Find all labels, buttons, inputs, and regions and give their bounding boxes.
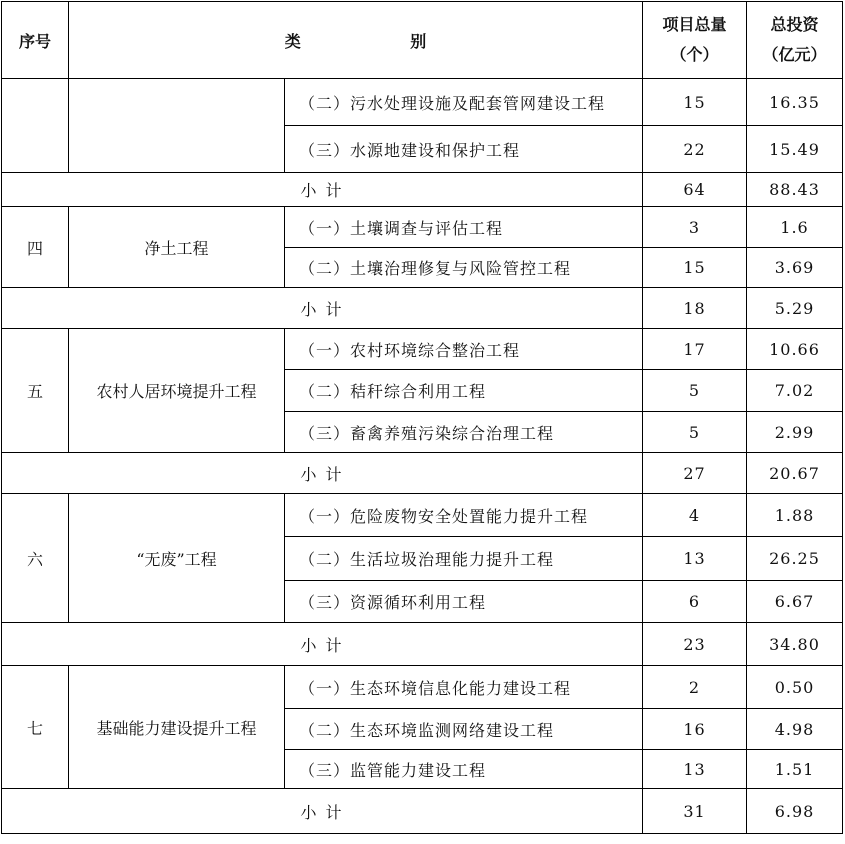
item-investment: 0.50: [747, 666, 843, 709]
group-name: 基础能力建设提升工程: [69, 666, 285, 789]
item-count: 13: [643, 750, 747, 789]
item-label: （一）农村环境综合整治工程: [285, 329, 643, 370]
header-category: [69, 2, 643, 79]
item-investment: 7.02: [747, 370, 843, 412]
subtotal-row: [2, 288, 843, 329]
group-seq: 五: [2, 329, 69, 453]
table-row: [2, 329, 843, 370]
group-name: 净土工程: [69, 207, 285, 288]
item-count: 15: [643, 79, 747, 126]
subtotal-investment: 20.67: [747, 453, 843, 494]
item-investment: 26.25: [747, 537, 843, 581]
subtotal-row: [2, 453, 843, 494]
group-name: 农村人居环境提升工程: [69, 329, 285, 453]
subtotal-label: 小 计: [2, 453, 643, 494]
table-row: [2, 207, 843, 248]
header-investment-line1: 总投资: [770, 15, 819, 34]
subtotal-label: 小 计: [2, 623, 643, 666]
item-count: 5: [643, 412, 747, 453]
group-seq: 四: [2, 207, 69, 288]
subtotal-label: 小 计: [2, 789, 643, 834]
project-investment-table: [1, 1, 843, 834]
subtotal-count: 18: [643, 288, 747, 329]
table-row: [2, 79, 843, 126]
item-investment: 1.88: [747, 494, 843, 537]
table-row: [2, 666, 843, 709]
header-seq: 序号: [2, 2, 69, 79]
header-category-label: 类 别: [284, 31, 479, 51]
subtotal-row: [2, 623, 843, 666]
item-investment: 4.98: [747, 709, 843, 750]
item-count: 22: [643, 126, 747, 173]
item-count: 13: [643, 537, 747, 581]
group-seq: 七: [2, 666, 69, 789]
subtotal-label: 小 计: [2, 173, 643, 207]
item-count: 16: [643, 709, 747, 750]
item-label: （三）畜禽养殖污染综合治理工程: [285, 412, 643, 453]
group-seq: [2, 79, 69, 173]
item-count: 3: [643, 207, 747, 248]
item-count: 15: [643, 248, 747, 288]
subtotal-count: 27: [643, 453, 747, 494]
item-investment: 2.99: [747, 412, 843, 453]
item-label: （二）土壤治理修复与风险管控工程: [285, 248, 643, 288]
item-label: （二）生活垃圾治理能力提升工程: [285, 537, 643, 581]
item-label: （一）危险废物安全处置能力提升工程: [285, 494, 643, 537]
subtotal-count: 23: [643, 623, 747, 666]
item-count: 2: [643, 666, 747, 709]
item-label: （一）生态环境信息化能力建设工程: [285, 666, 643, 709]
item-investment: 6.67: [747, 581, 843, 623]
subtotal-row: [2, 789, 843, 834]
subtotal-count: 31: [643, 789, 747, 834]
item-investment: 16.35: [747, 79, 843, 126]
subtotal-row: [2, 173, 843, 207]
group-name: “无废”工程: [69, 494, 285, 623]
item-investment: 1.6: [747, 207, 843, 248]
item-investment: 1.51: [747, 750, 843, 789]
item-label: （二）秸秆综合利用工程: [285, 370, 643, 412]
item-label: （三）资源循环利用工程: [285, 581, 643, 623]
group-seq: 六: [2, 494, 69, 623]
subtotal-investment: 6.98: [747, 789, 843, 834]
item-label: （二）污水处理设施及配套管网建设工程: [285, 79, 643, 126]
item-count: 6: [643, 581, 747, 623]
item-label: （三）监管能力建设工程: [285, 750, 643, 789]
subtotal-count: 64: [643, 173, 747, 207]
item-label: （一）土壤调查与评估工程: [285, 207, 643, 248]
header-project-count: [643, 2, 747, 79]
item-label: （二）生态环境监测网络建设工程: [285, 709, 643, 750]
item-count: 5: [643, 370, 747, 412]
header-investment: [747, 2, 843, 79]
group-name: [69, 79, 285, 173]
header-project-count-line1: 项目总量: [662, 15, 727, 34]
table-header-row: [2, 2, 843, 79]
table-row: [2, 494, 843, 537]
item-label: （三）水源地建设和保护工程: [285, 126, 643, 173]
subtotal-label: 小 计: [2, 288, 643, 329]
item-investment: 3.69: [747, 248, 843, 288]
header-project-count-line2: （个）: [670, 45, 719, 64]
header-investment-line2: （亿元）: [762, 45, 827, 64]
subtotal-investment: 34.80: [747, 623, 843, 666]
subtotal-investment: 88.43: [747, 173, 843, 207]
item-count: 17: [643, 329, 747, 370]
item-count: 4: [643, 494, 747, 537]
item-investment: 10.66: [747, 329, 843, 370]
subtotal-investment: 5.29: [747, 288, 843, 329]
item-investment: 15.49: [747, 126, 843, 173]
